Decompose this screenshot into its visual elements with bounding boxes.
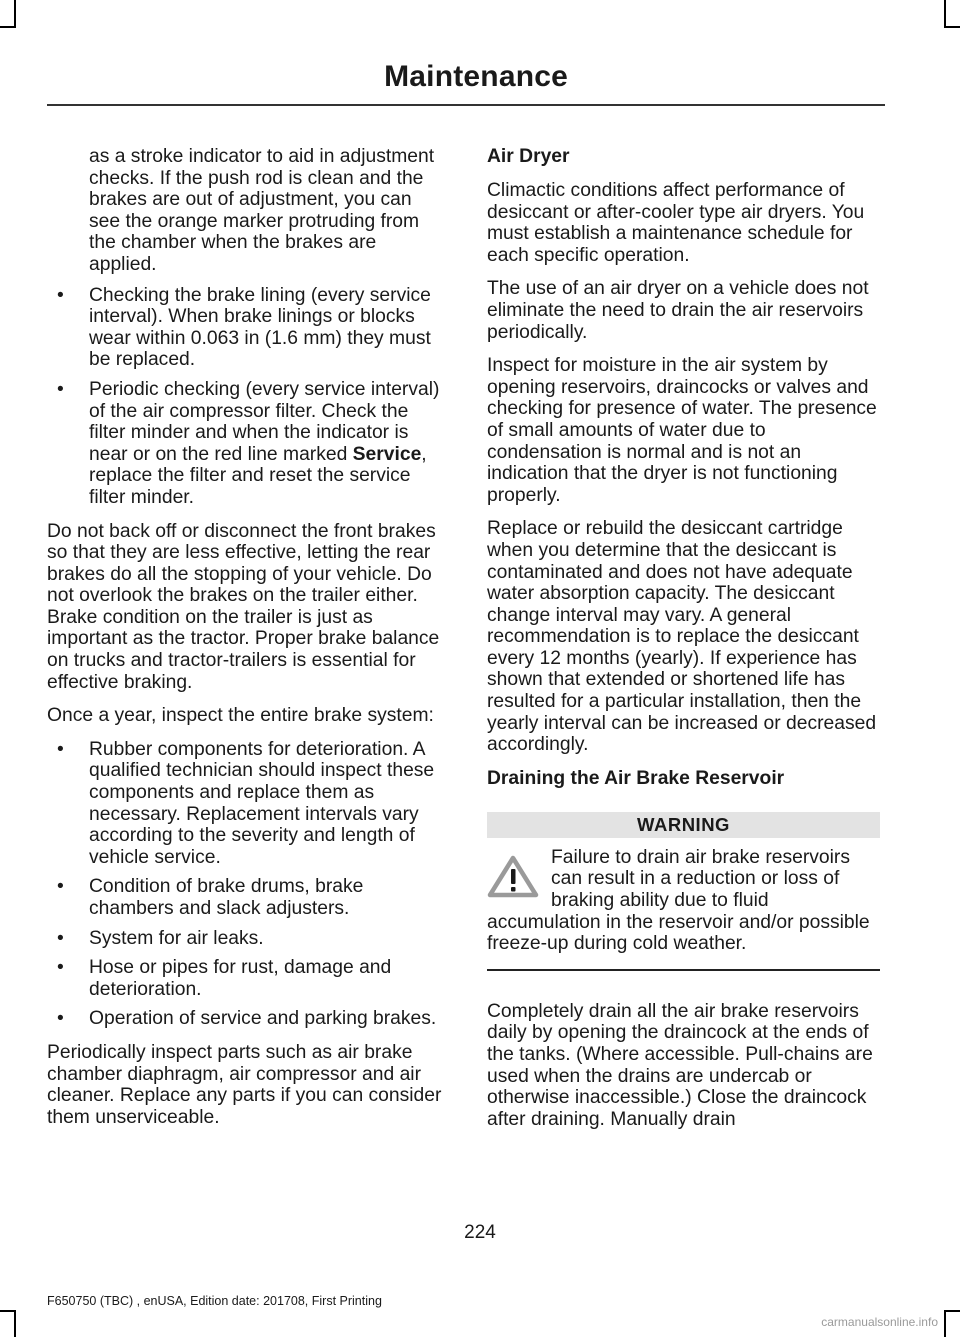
page-number: 224: [464, 1222, 496, 1243]
page-title: Maintenance: [384, 60, 568, 93]
left-column: [47, 146, 447, 1140]
crop-mark: [944, 0, 946, 26]
warning-triangle-icon: [487, 855, 539, 899]
paragraph: Replace or rebuild the desiccant cartridge when you determine that the desiccant is contaminated and does not have adequate water absorption capacity. The desiccant change interval may vary. A general recommendation is to replace the desiccant every 12 months (yearly). If experience has shown that extended or shortened life has resulted for a particular installation, then the yearly interval can be increased or decreased accordingly.: [487, 518, 877, 756]
list-item: • Checking the brake lining (every service interval). When brake linings or blocks wear within 0.063 in (1.6 mm) they must be replaced.: [47, 285, 447, 371]
list-item: • Rubber components for deterioration. A qualified technician should inspect these components and replace them as necessary. Replacement intervals vary according to the severity and length of vehicle service.: [47, 739, 447, 869]
crop-mark: [944, 1310, 960, 1312]
list-item: • Operation of service and parking brakes.: [47, 1008, 447, 1030]
list-item: [47, 379, 447, 509]
paragraph: Inspect for moisture in the air system by opening reservoirs, draincocks or valves and checking for presence of water. The presence of small amounts of water due to condensation is normal and is not an indication that the dryer is not functioning properly.: [487, 355, 877, 506]
list-item-text: , replace the filter and reset the service filter minder.: [89, 443, 427, 508]
crop-mark: [0, 26, 16, 28]
list-item: • Condition of brake drums, brake chambers and slack adjusters.: [47, 876, 447, 919]
crop-mark: [14, 1310, 16, 1337]
continuation-paragraph: as a stroke indicator to aid in adjustment checks. If the push rod is clean and the brakes are out of adjustment, you can see the orange marker protruding from the chamber when the brakes are applied.: [89, 146, 435, 275]
bullet-list: [47, 285, 447, 509]
crop-mark: [944, 1310, 946, 1337]
paragraph: Do not back off or disconnect the front brakes so that they are less effective, letting the rear brakes do all the stopping of your vehicle. Do not overlook the brakes on the trailer either. Brake condition on the trailer is just as important as the tractor. Proper brake balance on trucks and tractor-trailers is essential for effective braking.: [47, 520, 440, 693]
warning-label: WARNING: [487, 812, 880, 838]
list-item-text: Periodic checking (every service interval) of the air compressor filter. Check the filter minder and when the indicator is near or on the red line marked: [89, 378, 440, 465]
warning-text: Failure to drain air brake reservoirs can result in a reduction or loss of braking ability due to fluid accumulation in the reservoir and/or possible freeze-up during cold weather.: [487, 846, 870, 955]
paragraph: Climactic conditions affect performance of desiccant or after-cooler type air dryers. You must establish a maintenance schedule for each specific operation.: [487, 180, 865, 266]
header-divider: [47, 104, 885, 106]
list-item: • System for air leaks.: [47, 928, 447, 950]
section-heading: Air Dryer: [487, 146, 570, 167]
section-heading: Draining the Air Brake Reservoir: [487, 767, 785, 789]
crop-mark: [0, 1310, 16, 1312]
service-label: Service: [352, 443, 422, 465]
right-column: [487, 146, 880, 1142]
crop-mark: [14, 0, 16, 26]
warning-box: [487, 847, 880, 971]
list-item: • Hose or pipes for rust, damage and deterioration.: [47, 957, 447, 1000]
paragraph: The use of an air dryer on a vehicle does not eliminate the need to drain the air reservoirs periodically.: [487, 278, 869, 343]
bullet-list: [47, 739, 447, 1030]
paragraph: Periodically inspect parts such as air brake chamber diaphragm, air compressor and air cleaner. Replace any parts if you can consider them unserviceable.: [47, 1041, 442, 1128]
paragraph: Completely drain all the air brake reservoirs daily by opening the draincock at the ends of the tanks. (Where accessible. Pull-chains are used when the drains are undercab or otherwise inaccessible.) Close the draincock after draining. Manually drain: [487, 1000, 873, 1130]
paragraph: Once a year, inspect the entire brake system:: [47, 705, 434, 727]
edition-info: F650750 (TBC) , enUSA, Edition date: 201708, First Printing: [47, 1294, 382, 1308]
crop-mark: [944, 26, 960, 28]
watermark: carmanualsonline.info: [821, 1315, 938, 1329]
